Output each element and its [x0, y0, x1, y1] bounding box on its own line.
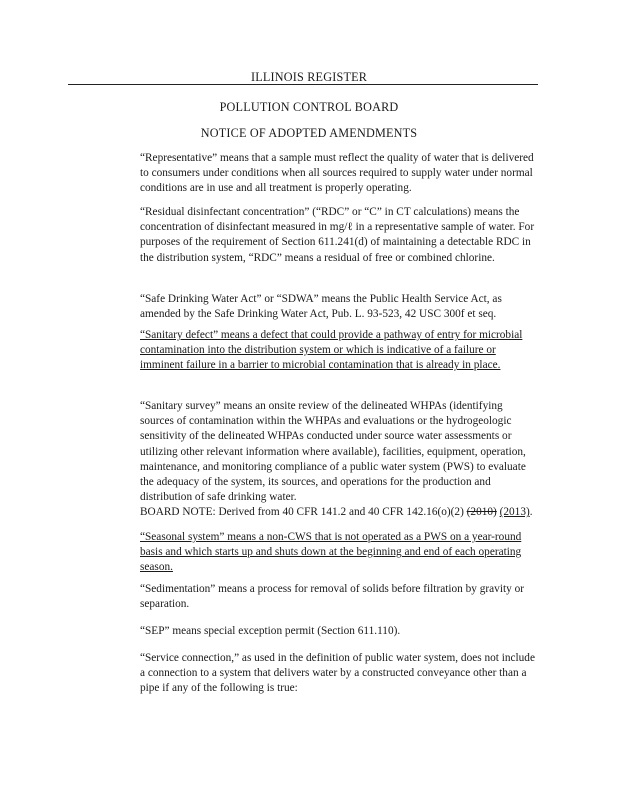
definition-sedimentation-text: “Sedimentation” means a process for removal of solids before filtration by gravity or separation.	[140, 583, 524, 611]
definition-sdwa	[140, 292, 538, 322]
definition-sep-text: “SEP” means special exception permit (Section 611.110).	[140, 625, 401, 637]
definition-representative-text: “Representative” means that a sample must reflect the quality of water that is delivered to consumers under conditions when all sources required to supply water under normal conditions are in use and all treatment is properly operating.	[140, 152, 534, 195]
notice-title: NOTICE OF ADOPTED AMENDMENTS	[200, 126, 418, 140]
definition-sdwa-text: “Safe Drinking Water Act” or “SDWA” means the Public Health Service Act, as amended by the Safe Drinking Water Act, Pub. L. 93-523, 42 USC 300f et seq.	[140, 293, 502, 321]
definition-sanitary-survey-text: “Sanitary survey” means an onsite review of the delineated WHPAs (identifying sources of contamination within the WHPAs and evaluations or the hydrogeologic sensitivity of the delineated WHPAs conducted under source water assessments or utilizing other relevant information where available), facilities, equipment, operation, maintenance, and monitoring compliance of a public water system (PWS) to evaluate the adequacy of the system, its sources, and operations for the production and distribution of safe drinking water.	[140, 400, 526, 504]
definition-service-connection-text: “Service connection,” as used in the definition of public water system, does not include a connection to a system that delivers water by a constructed conveyance other than a pipe if any of the following is true:	[140, 652, 535, 695]
definition-rdc	[140, 205, 538, 266]
board-note-prefix: BOARD NOTE: Derived from 40 CFR 141.2 and 40 CFR 142.16(o)(2)	[140, 506, 467, 519]
register-title: ILLINOIS REGISTER	[250, 70, 368, 84]
board-note-end: .	[529, 506, 533, 519]
definition-rdc-text: “Residual disinfectant concentration” (“RDC” or “C” in CT calculations) means the concentration of disinfectant measured in mg/ℓ in a representative sample of water. For purposes of the requirement of Section 611.241(d) of maintaining a detectable RDC in the distribution system, “RDC” means a residual of free or combined chlorine.	[140, 206, 535, 264]
definition-seasonal-system-text: “Seasonal system” means a non-CWS that is not operated as a PWS on a year-round basis and which starts up and shuts down at the beginning and end of each operating season.	[140, 531, 522, 574]
definition-sanitary-defect	[140, 328, 538, 374]
definition-seasonal-system	[140, 530, 538, 576]
definition-sep	[140, 624, 538, 639]
board-name: POLLUTION CONTROL BOARD	[219, 100, 399, 114]
definition-sedimentation	[140, 582, 538, 612]
header-rule	[68, 84, 538, 85]
definition-sanitary-defect-text: “Sanitary defect” means a defect that could provide a pathway of entry for microbial contamination into the distribution system or which is indicative of a failure or imminent failure in a barrier to microbial contamination that is already in place.	[140, 329, 523, 372]
board-note-added-year: (2013)	[499, 506, 530, 519]
board-note-struck-year: (2010)	[466, 506, 497, 519]
definition-sanitary-survey	[140, 399, 538, 521]
board-note	[140, 506, 533, 518]
definition-representative	[140, 151, 538, 197]
definition-service-connection	[140, 651, 538, 697]
